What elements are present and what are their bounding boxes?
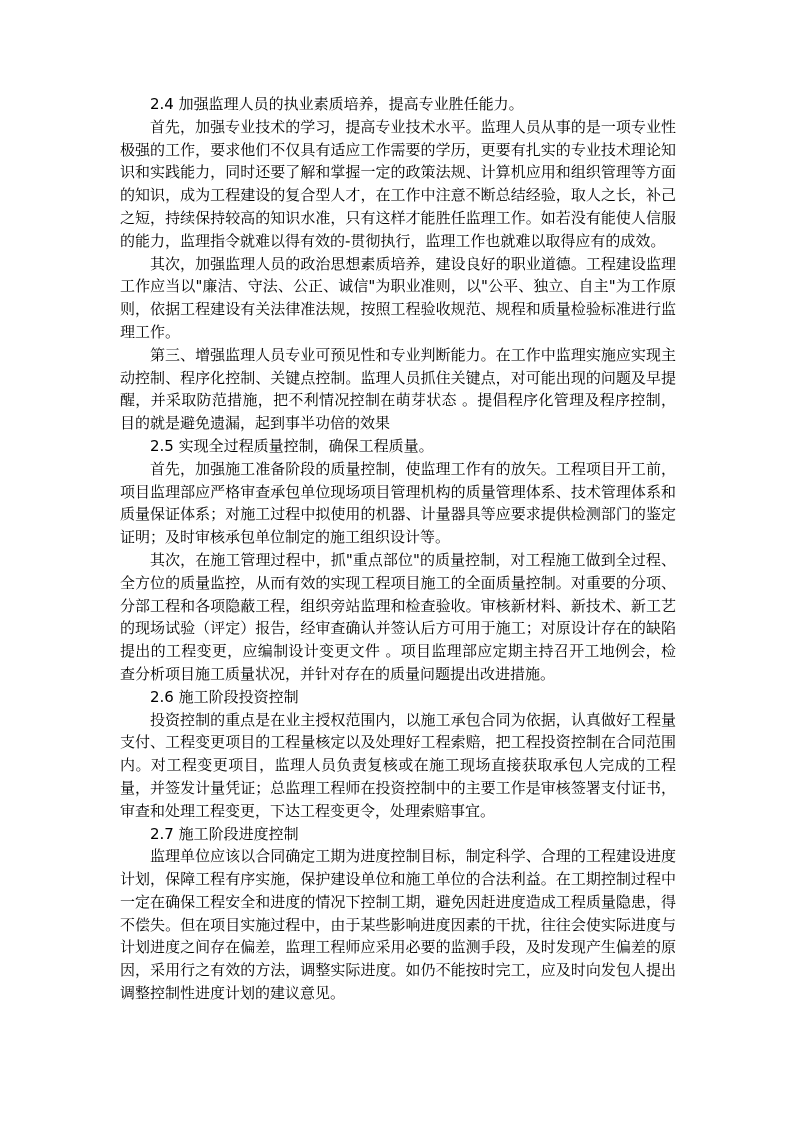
paragraph-predictive-judgment: 第三、增强监理人员专业可预见性和专业判断能力。在工作中监理实施应实现主动控制、程序化控制、关键点控制。监理人员抓住关键点，对可能出现的问题及早提醒，并采取防范措施，把不利情况控制在萌芽状态 。提倡程序化管理及程序控制，目的就是避免遗漏，起到事半功倍的效果 bbox=[120, 345, 676, 433]
paragraph-investment-control: 投资控制的重点是在业主授权范围内，以施工承包合同为依据，认真做好工程量支付、工程变更项目的工程量核定以及处理好工程索赔，把工程投资控制在合同范围内。对工程变更项目，监理人员负责复核或在施工现场直接获取承包人完成的工程量，并签发计量凭证；总监理工程师在投资控制中的主要工作是审核签署支付证书，审查和处理工程变更，下达工程变更令，处理索赔事宜。 bbox=[120, 710, 676, 820]
section-heading-2-5: 2.5 实现全过程质量控制，确保工程质量。 bbox=[150, 436, 434, 455]
paragraph-professional-skills: 首先，加强专业技术的学习，提高专业技术水平。监理人员从事的是一项专业性极强的工作，要求他们不仅具有适应工作需要的学历，更要有扎实的专业技术理论知识和实践能力，同时还要了解和掌握一定的政策法规、计算机应用和组织管理等方面的知识，成为工程建设的复合型人才，在工作中注意不断总结经验，取人之长，补己之短，持续保持较高的知识水准，只有这样才能胜任监理工作。如若没有能使人信服的能力，监理指令就难以得有效的-贯彻执行，监理工作也就难以取得应有的成效。 bbox=[120, 117, 676, 250]
paragraph-political-quality: 其次，加强监理人员的政治思想素质培养，建设良好的职业道德。工程建设监理工作应当以"廉洁、守法、公正、诚信"为职业准则，以"公平、独立、自主"为工作原则，依据工程建设有关法律准法规，按照工程验收规范、规程和质量检验标准进行监理工作。 bbox=[120, 254, 676, 341]
document-page bbox=[120, 93, 676, 1005]
paragraph-preparation-stage: 首先，加强施工准备阶段的质量控制，使监理工作有的放矢。工程项目开工前，项目监理部应严格审查承包单位现场项目管理机构的质量管理体系、技术管理体系和质量保证体系；对施工过程中拟使用的机器、计量器具等应要求提供检测部门的鉴定证明；及时审核承包单位制定的施工组织设计等。 bbox=[120, 459, 676, 547]
paragraph-schedule-control: 监理单位应该以合同确定工期为进度控制目标，制定科学、合理的工程建设进度计划，保障工程有序实施，保护建设单位和施工单位的合法利益。在工期控制过程中一定在确保工程安全和进度的情况下控制工期，避免因赶进度造成工程质量隐患，得不偿失。但在项目实施过程中，由于某些影响进度因素的干扰，往往会使实际进度与计划进度之间存在偏差，监理工程师应采用必要的监测手段，及时发现产生偏差的原因，采用行之有效的方法，调整实际进度。如仍不能按时完工，应及时向发包人提出调整控制性进度计划的建议意见。 bbox=[120, 847, 676, 1003]
section-heading-2-4: 2.4 加强监理人员的执业素质培养，提高专业胜任能力。 bbox=[150, 95, 524, 113]
section-heading-2-7: 2.7 施工阶段进度控制 bbox=[150, 824, 299, 843]
section-heading-2-6: 2.6 施工阶段投资控制 bbox=[150, 687, 299, 706]
paragraph-construction-management: 其次，在施工管理过程中，抓"重点部位"的质量控制，对工程施工做到全过程、全方位的质量监控，从而有效的实现工程项目施工的全面质量控制。对重要的分项、分部工程和各项隐蔽工程，组织旁站监理和检查验收。审核新材料、新技术、新工艺的现场试验（评定）报告，经审查确认并签认后方可用于施工；对原设计存在的缺陷提出的工程变更，应编制设计变更文件 。项目监理部应定期主持召开工地例会，检查分析项目施工质量状况，并针对存在的质量问题提出改进措施。 bbox=[120, 550, 676, 683]
